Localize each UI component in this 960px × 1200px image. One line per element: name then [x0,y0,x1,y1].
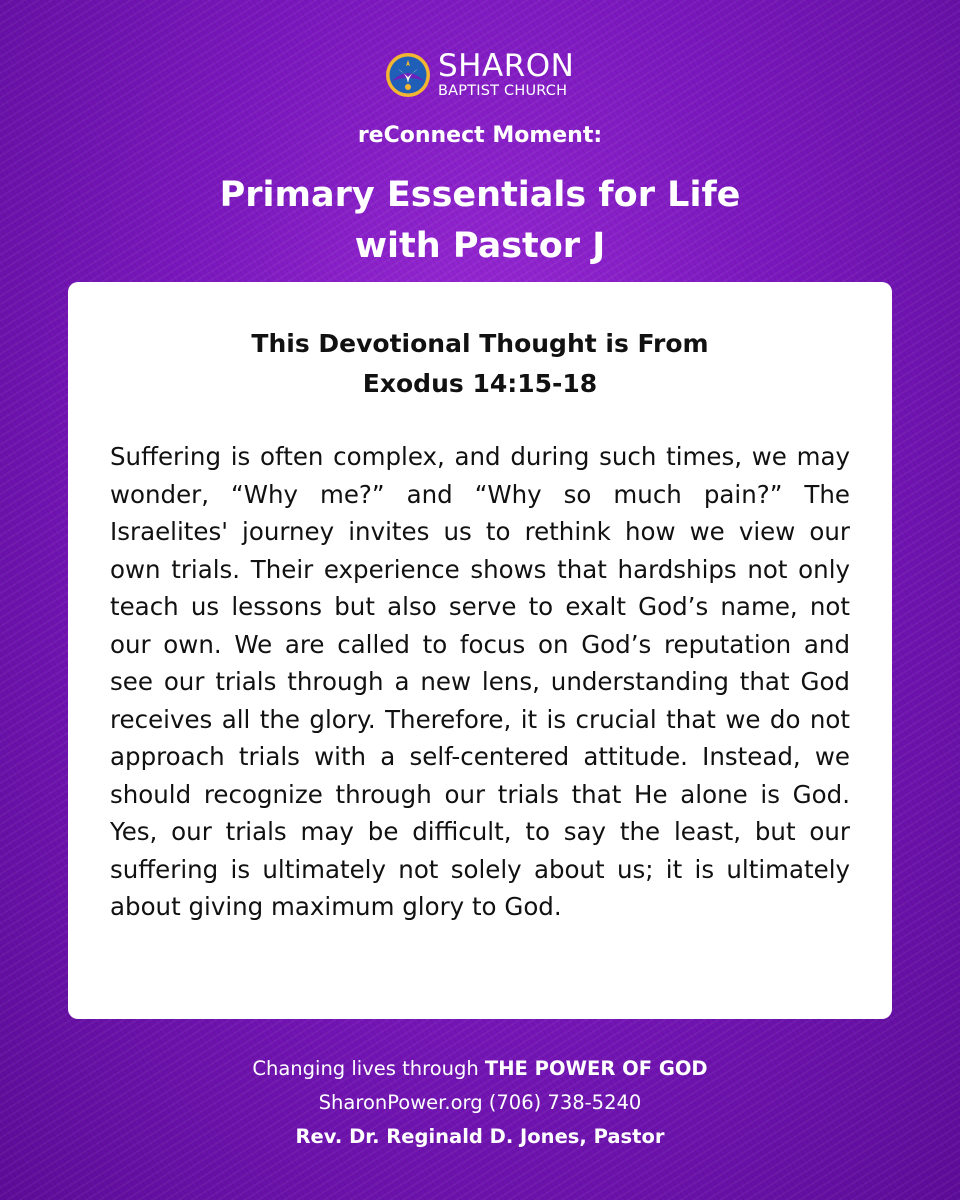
logo-name: SHARON [438,48,575,85]
series-kicker: reConnect Moment: [357,123,603,148]
devotional-text: Suffering is often complex, and during such times, we may wonder, “Why me?” and “Why so much pain?” The Israelites' journey invites us to rethink how we view our own trials. Their experience shows that hardships not only teach us lessons but also serve to exalt God’s name, not our own. We are called to focus on God’s reputation and see our trials through a new lens, understanding that God receives all the glory. Therefore, it is crucial that we do not approach trials with a self-centered attitude. Instead, we should recognize through our trials that He alone is God. Yes, our trials may be difficult, to say the least, but our suffering is ultimately not solely about us; it is ultimately about giving maximum glory to God. [110,442,850,921]
devotional-card [68,282,892,1019]
church-dove-emblem-icon [384,51,432,99]
logo-subtitle: BAPTIST CHURCH [438,83,568,100]
page-title [0,170,960,272]
footer-pastor: Rev. Dr. Reginald D. Jones, Pastor [295,1125,665,1148]
card-heading [68,324,892,404]
scripture-reference: Exodus 14:15-18 [362,369,598,398]
title-line-1: Primary Essentials for Life [219,175,741,215]
church-logo [384,50,574,100]
tagline-prefix: Changing lives through [252,1057,485,1080]
footer-tagline [0,1052,960,1086]
footer-contact: SharonPower.org (706) 738-5240 [318,1091,642,1114]
title-line-2: with Pastor J [354,226,606,266]
tagline-emphasis: THE POWER OF GOD [484,1057,708,1080]
footer [0,1052,960,1154]
card-heading-line-1: This Devotional Thought is From [251,329,709,358]
